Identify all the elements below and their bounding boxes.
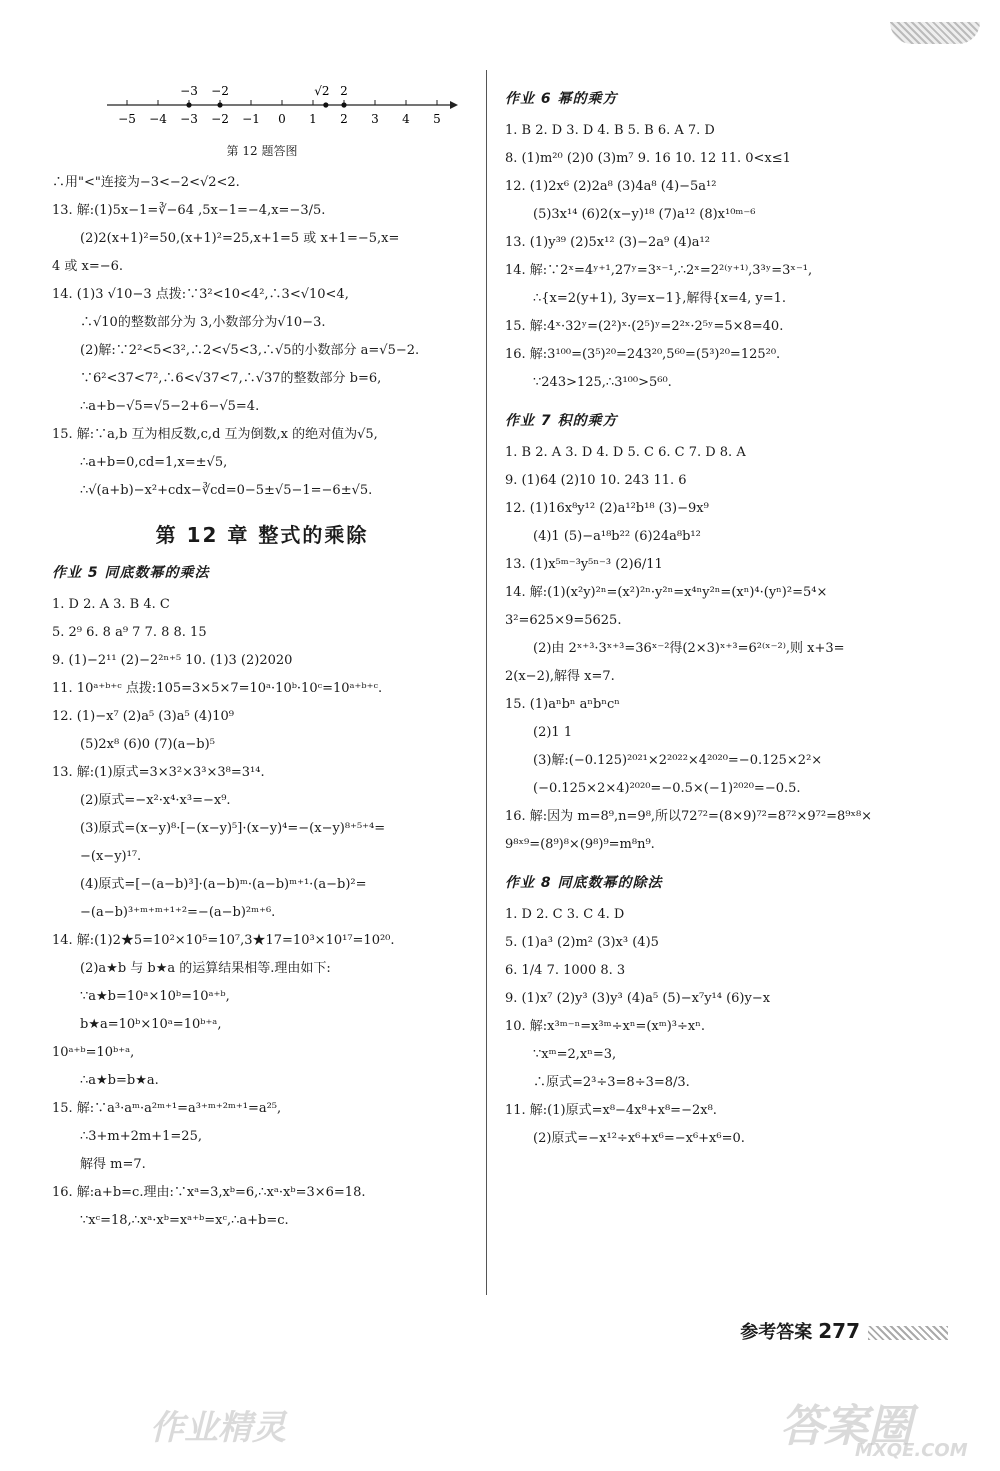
tick-label: 3 xyxy=(371,112,379,126)
answer-line: 13. (1)y³⁹ (2)5x¹² (3)−2a⁹ (4)a¹² xyxy=(505,235,710,250)
answer-line: −(x−y)¹⁷. xyxy=(80,849,142,864)
answer-line: 15. 解:4ˣ·32ʸ=(2²)ˣ·(2⁵)ʸ=2²ˣ·2⁵ʸ=5×8=40. xyxy=(505,319,784,334)
answer-line: (5)3x¹⁴ (6)2(x−y)¹⁸ (7)a¹² (8)x¹⁰ᵐ⁻⁶ xyxy=(533,207,756,222)
answer-line: 16. 解:3¹⁰⁰=(3⁵)²⁰=243²⁰,5⁶⁰=(5³)²⁰=125²⁰. xyxy=(505,347,781,362)
point-marker xyxy=(323,102,328,107)
answer-line: 2(x−2),解得 x=7. xyxy=(505,669,615,684)
right-block-8 xyxy=(505,901,945,1153)
answer-line: ∴√10的整数部分为 3,小数部分为√10−3. xyxy=(80,315,326,330)
answer-line: 4 或 x=−6. xyxy=(52,259,124,274)
answer-line: ∴a+b−√5=√5−2+6−√5=4. xyxy=(80,399,260,414)
answer-line: 10ᵃ⁺ᵇ=10ᵇ⁺ᵃ, xyxy=(52,1045,135,1060)
tick-label: 5 xyxy=(433,112,441,126)
answer-line: (4)原式=[−(a−b)³]·(a−b)ᵐ·(a−b)ᵐ⁺¹·(a−b)²= xyxy=(80,877,367,892)
answer-line: (3)原式=(x−y)⁸·[−(x−y)⁵]·(x−y)⁴=−(x−y)⁸⁺⁵⁺⁴= xyxy=(80,821,386,836)
right-block-7 xyxy=(505,439,945,859)
chapter-title: 第 12 章 整式的乘除 xyxy=(155,523,369,547)
answer-line: 1. B 2. A 3. D 4. D 5. C 6. C 7. D 8. A xyxy=(505,445,746,460)
point-label: −3 xyxy=(180,84,198,98)
answer-line: 9. (1)−2¹¹ (2)−2²ⁿ⁺⁵ 10. (1)3 (2)2020 xyxy=(52,653,293,668)
point-marker xyxy=(217,102,222,107)
figure-caption: 第 12 题答图 xyxy=(226,144,298,158)
answer-line: 15. (1)aⁿbⁿ aⁿbⁿcⁿ xyxy=(505,697,620,712)
section-title-6: 作业 6 幂的乘方 xyxy=(505,91,618,107)
answer-line: 14. 解:(1)(x²y)²ⁿ=(x²)²ⁿ·y²ⁿ=x⁴ⁿy²ⁿ=(xⁿ)⁴·(yⁿ)²=5⁴× xyxy=(505,585,828,600)
answer-line: (2)2(x+1)²=50,(x+1)²=25,x+1=5 或 x+1=−5,x= xyxy=(80,231,400,246)
answer-line: b★a=10ᵇ×10ᵃ=10ᵇ⁺ᵃ, xyxy=(80,1017,222,1032)
answer-line: (2)a★b 与 b★a 的运算结果相等.理由如下: xyxy=(80,961,331,976)
point-label: 2 xyxy=(340,84,348,98)
answer-line: 14. 解:∵2ˣ=4ʸ⁺¹,27ʸ=3ˣ⁻¹,∴2ˣ=2²⁽ʸ⁺¹⁾,3³ʸ=3ˣ⁻¹, xyxy=(505,263,813,278)
section-title-5: 作业 5 同底数幂的乘法 xyxy=(52,565,210,581)
answer-line: 14. (1)3 √10−3 点拨:∵3²<10<4²,∴3<√10<4, xyxy=(52,287,349,302)
section-title-8: 作业 8 同底数幂的除法 xyxy=(505,875,663,891)
answer-line: ∵a★b=10ᵃ×10ᵇ=10ᵃ⁺ᵇ, xyxy=(80,989,230,1004)
number-line-svg xyxy=(52,75,472,137)
answer-line: 1. D 2. C 3. C 4. D xyxy=(505,907,625,922)
number-line-figure xyxy=(52,75,472,137)
answer-line: ∵xᵐ=2,xⁿ=3, xyxy=(533,1047,617,1062)
answer-line: 14. 解:(1)2★5=10²×10⁵=10⁷,3★17=10³×10¹⁷=10²⁰. xyxy=(52,933,395,948)
footer-hatch xyxy=(868,1326,948,1340)
answer-line: 13. (1)x⁵ᵐ⁻³y⁵ⁿ⁻³ (2)6/11 xyxy=(505,557,663,572)
answer-line: ∴a+b=0,cd=1,x=±√5, xyxy=(80,455,228,470)
tick-label: 4 xyxy=(402,112,410,126)
right-column xyxy=(505,75,945,1153)
answer-line: 11. 10ᵃ⁺ᵇ⁺ᶜ 点拨:105=3×5×7=10ᵃ·10ᵇ·10ᶜ=10ᵃ⁺ᵇ⁺ᶜ. xyxy=(52,681,383,696)
answer-line: 解得 m=7. xyxy=(80,1157,146,1172)
answer-line: 1. D 2. A 3. B 4. C xyxy=(52,597,170,612)
answer-line: (3)解:(−0.125)²⁰²¹×2²⁰²²×4²⁰²⁰=−0.125×2²× xyxy=(533,753,823,768)
tick-label: −2 xyxy=(211,112,229,126)
footer-label: 参考答案 xyxy=(740,1322,813,1343)
answer-line: ∵xᶜ=18,∴xᵃ·xᵇ=xᵃ⁺ᵇ=xᶜ,∴a+b=c. xyxy=(80,1213,289,1228)
answer-line: (2)解:∵2²<5<3²,∴2<√5<3,∴√5的小数部分 a=√5−2. xyxy=(80,343,420,358)
point-label: −2 xyxy=(211,84,229,98)
tick-label: 0 xyxy=(278,112,286,126)
tick-label: −4 xyxy=(149,112,167,126)
answer-line: (2)由 2ˣ⁺³·3ˣ⁺³=36ˣ⁻²得(2×3)ˣ⁺³=6²⁽ˣ⁻²⁾,则 x+3= xyxy=(533,641,845,656)
left-block-b xyxy=(52,591,472,1235)
tick-label: −1 xyxy=(242,112,260,126)
answer-line: 13. 解:(1)原式=3×3²×3³×3⁸=3¹⁴. xyxy=(52,765,265,780)
page-number: 277 xyxy=(818,1319,860,1343)
answer-line: 5. (1)a³ (2)m² (3)x³ (4)5 xyxy=(505,935,659,950)
answer-line: 9⁸ˣ⁹=(8⁹)⁸×(9⁸)⁹=m⁸n⁹. xyxy=(505,837,655,852)
answer-line: 6. 1/4 7. 1000 8. 3 xyxy=(505,963,626,978)
page-footer xyxy=(740,1318,948,1344)
answer-line: 16. 解:a+b=c.理由:∵xᵃ=3,xᵇ=6,∴xᵃ·xᵇ=3×6=18. xyxy=(52,1185,366,1200)
answer-line: ∴√(a+b)−x²+cdx−∛cd=0−5±√5−1=−6±√5. xyxy=(80,483,373,498)
point-marker xyxy=(186,102,191,107)
answer-line: (−0.125×2×4)²⁰²⁰=−0.5×(−1)²⁰²⁰=−0.5. xyxy=(533,781,801,796)
answer-line: (5)2x⁸ (6)0 (7)(a−b)⁵ xyxy=(80,737,215,752)
answer-line: 11. 解:(1)原式=x⁸−4x⁸+x⁸=−2x⁸. xyxy=(505,1103,717,1118)
column-divider xyxy=(486,70,487,1295)
answer-line: ∴3+m+2m+1=25, xyxy=(80,1129,202,1144)
corner-decoration xyxy=(890,22,980,44)
answer-line: 10. 解:x³ᵐ⁻ⁿ=x³ᵐ÷xⁿ=(xᵐ)³÷xⁿ. xyxy=(505,1019,705,1034)
point-label: √2 xyxy=(314,84,330,98)
left-column xyxy=(52,75,472,1235)
tick-label: −5 xyxy=(118,112,136,126)
watermark-a: 作业精灵 xyxy=(150,1408,286,1448)
answer-line: 16. 解:因为 m=8⁹,n=9⁸,所以72⁷²=(8×9)⁷²=8⁷²×9⁷²=8⁹ˣ⁸× xyxy=(505,809,873,824)
answer-line: ∴用"<"连接为−3<−2<√2<2. xyxy=(52,175,240,190)
tick-label: −3 xyxy=(180,112,198,126)
watermark-c: MXQE.COM xyxy=(855,1440,968,1461)
answer-line: (2)1 1 xyxy=(533,725,573,740)
answer-line: ∴{x=2(y+1), 3y=x−1},解得{x=4, y=1. xyxy=(533,291,787,306)
right-block-6 xyxy=(505,117,945,397)
watermark-b: 答案圈 xyxy=(780,1401,912,1452)
answer-line: ∵243>125,∴3¹⁰⁰>5⁶⁰. xyxy=(533,375,672,390)
answer-line: 12. (1)−x⁷ (2)a⁵ (3)a⁵ (4)10⁹ xyxy=(52,709,234,724)
tick-label: 1 xyxy=(309,112,317,126)
answer-line: 5. 2⁹ 6. 8 a⁹ 7 7. 8 8. 15 xyxy=(52,625,207,640)
left-block-a xyxy=(52,169,472,505)
answer-line: 15. 解:∵a³·aᵐ·a²ᵐ⁺¹=a³⁺ᵐ⁺²ᵐ⁺¹=a²⁵, xyxy=(52,1101,282,1116)
answer-line: −(a−b)³⁺ᵐ⁺ᵐ⁺¹⁺²=−(a−b)²ᵐ⁺⁶. xyxy=(80,905,276,920)
answer-line: 12. (1)2x⁶ (2)2a⁸ (3)4a⁸ (4)−5a¹² xyxy=(505,179,717,194)
answer-line: 9. (1)64 (2)10 10. 243 11. 6 xyxy=(505,473,687,488)
point-marker xyxy=(341,102,346,107)
answer-line: ∴a★b=b★a. xyxy=(80,1073,159,1088)
tick-label: 2 xyxy=(340,112,348,126)
answer-line: 15. 解:∵a,b 互为相反数,c,d 互为倒数,x 的绝对值为√5, xyxy=(52,427,378,442)
answer-line: ∵6²<37<7²,∴6<√37<7,∴√37的整数部分 b=6, xyxy=(80,371,382,386)
answer-line: 9. (1)x⁷ (2)y³ (3)y³ (4)a⁵ (5)−x⁷y¹⁴ (6)y−x xyxy=(505,991,771,1006)
section-title-7: 作业 7 积的乘方 xyxy=(505,413,618,429)
answer-line: 1. B 2. D 3. D 4. B 5. B 6. A 7. D xyxy=(505,123,715,138)
answer-line: 13. 解:(1)5x−1=∛−64 ,5x−1=−4,x=−3/5. xyxy=(52,203,326,218)
answer-line: (2)原式=−x¹²÷x⁶+x⁶=−x⁶+x⁶=0. xyxy=(533,1131,745,1146)
answer-line: 8. (1)m²⁰ (2)0 (3)m⁷ 9. 16 10. 12 11. 0<x≤1 xyxy=(505,151,791,166)
answer-line: (4)1 (5)−a¹⁸b²² (6)24a⁸b¹² xyxy=(533,529,701,544)
answer-line: 12. (1)16x⁸y¹² (2)a¹²b¹⁸ (3)−9x⁹ xyxy=(505,501,709,516)
answer-line: ∴原式=2³÷3=8÷3=8/3. xyxy=(533,1075,690,1090)
answer-line: (2)原式=−x²·x⁴·x³=−x⁹. xyxy=(80,793,231,808)
answer-line: 3²=625×9=5625. xyxy=(505,613,622,628)
number-line-arrow xyxy=(450,101,458,109)
